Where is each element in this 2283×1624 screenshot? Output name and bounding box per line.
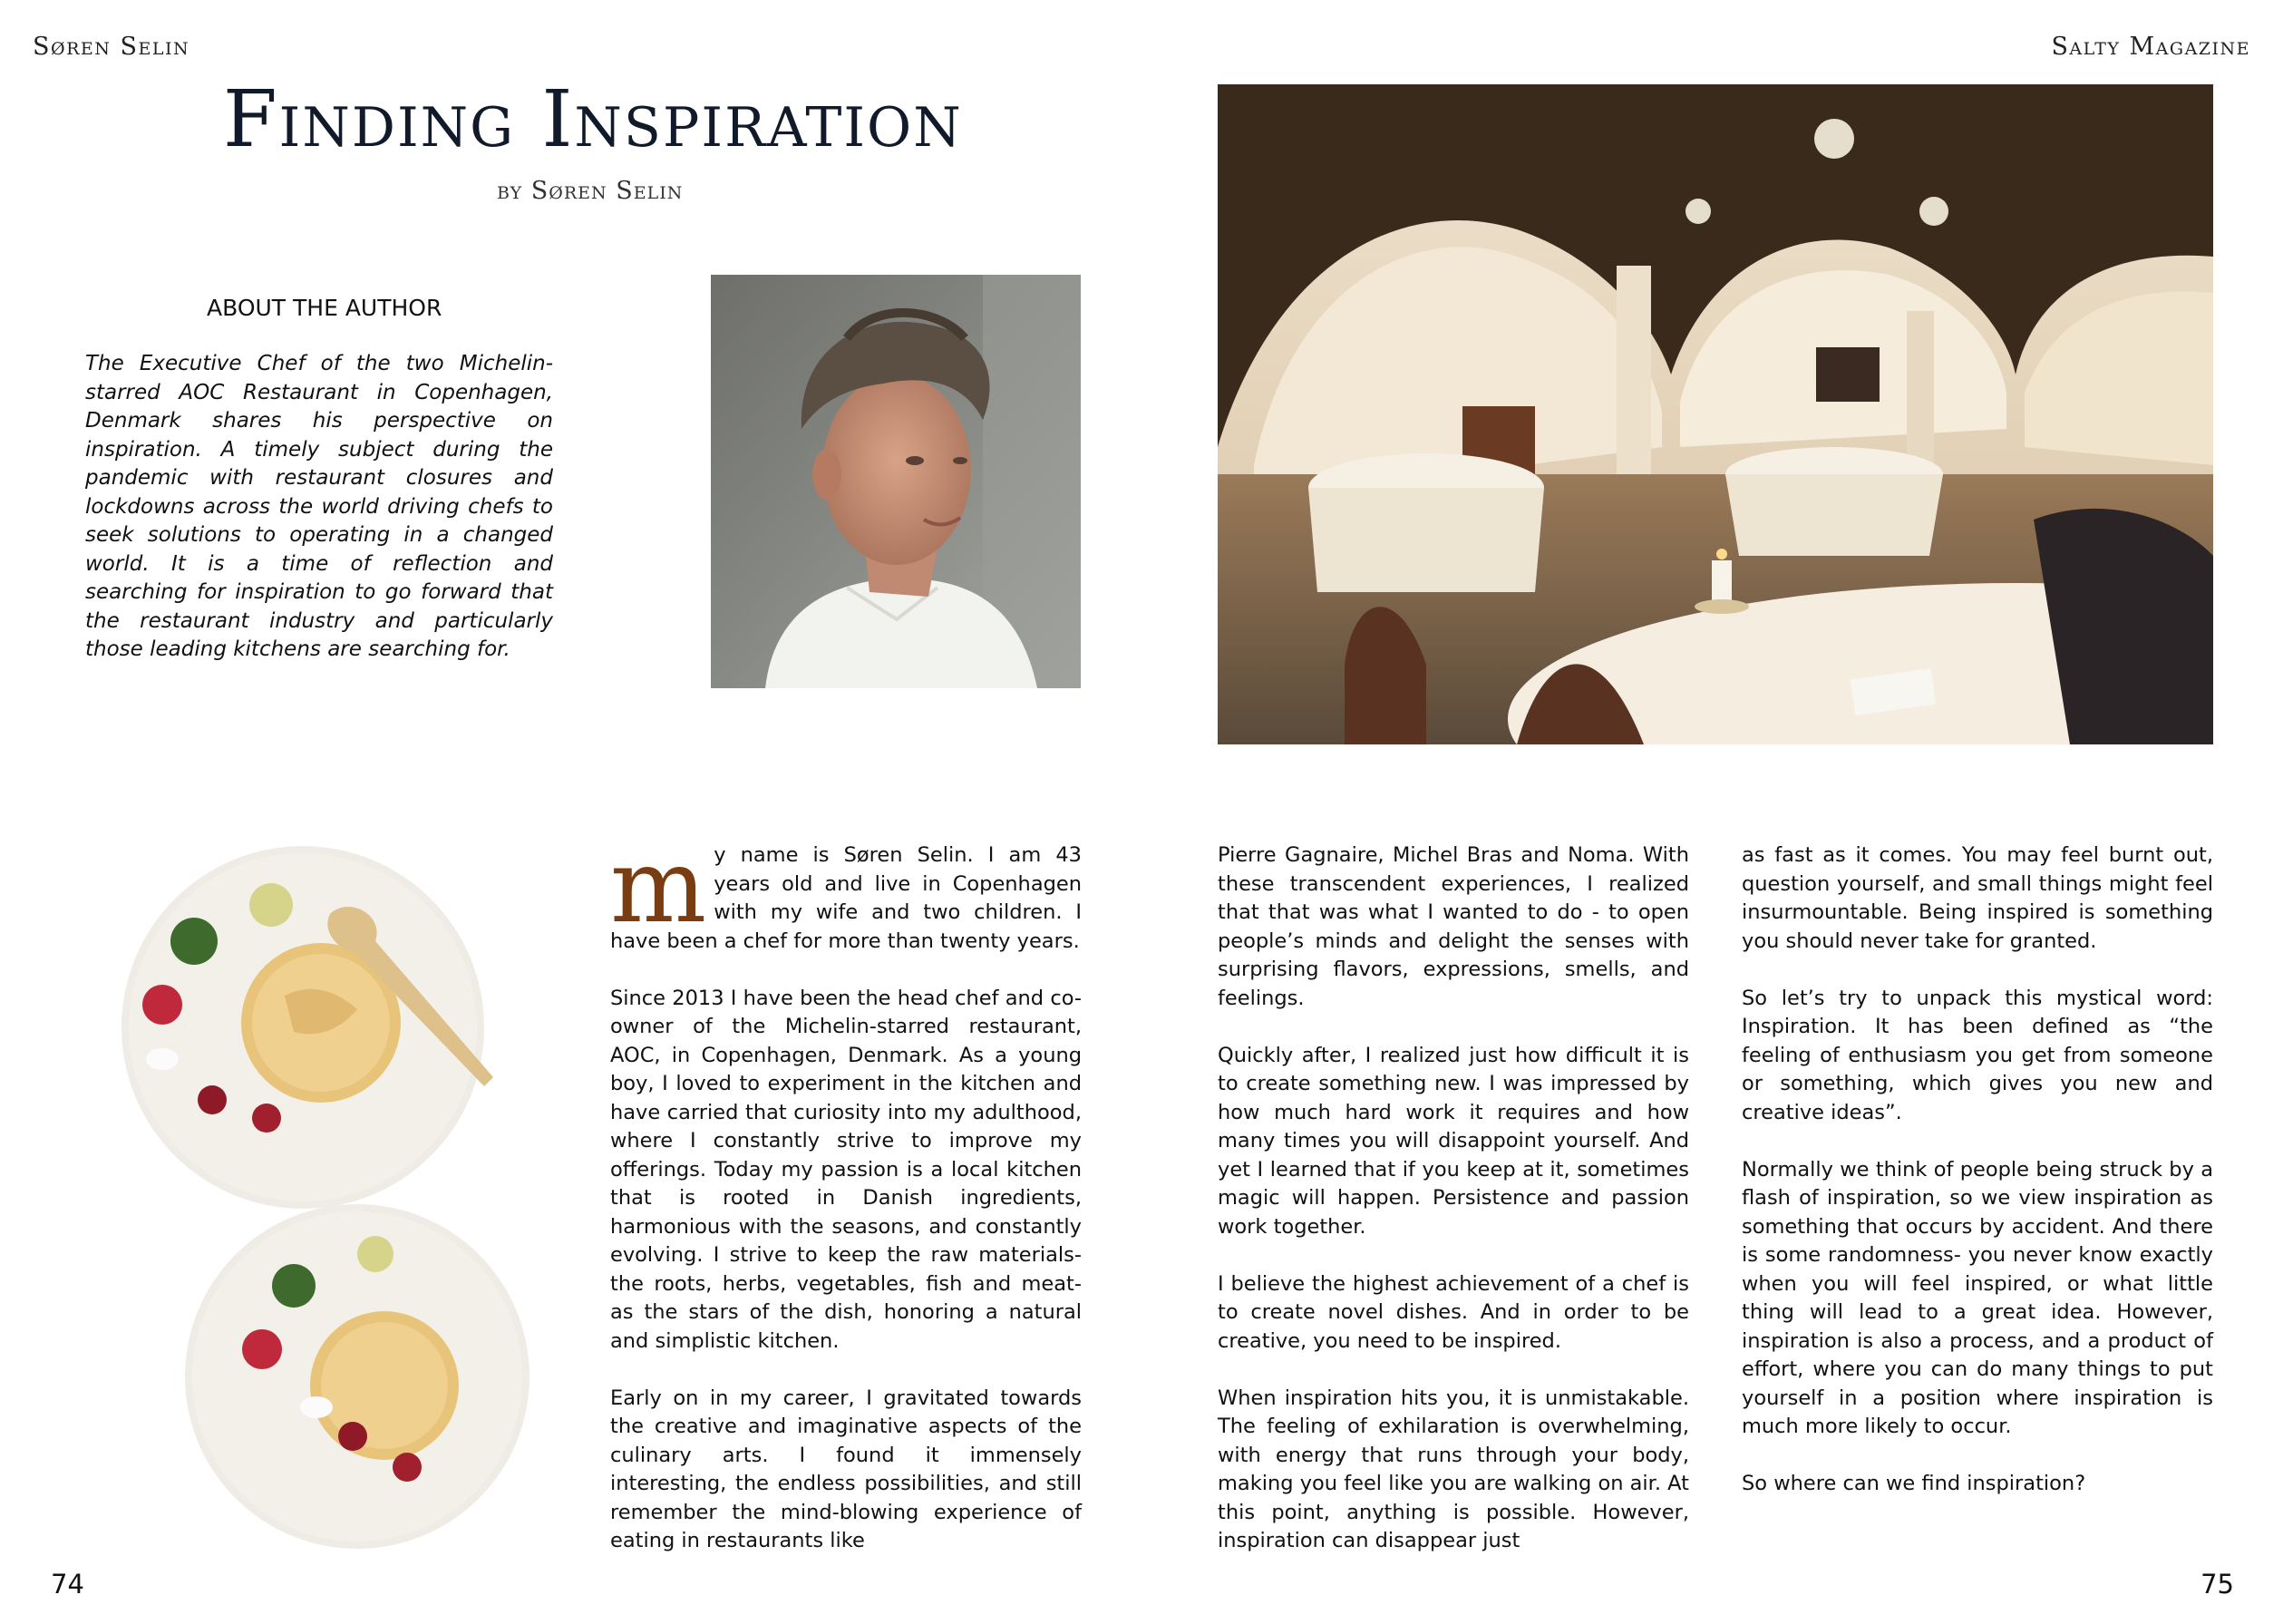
food-plates-photo: [85, 841, 564, 1549]
paragraph: Normally we think of people being struck by a flash of inspiration, so we view inspiration as something that occurs by accident. And there is some randomness- you never know exactly when you will feel inspired, or what little thing will lead to a great idea. However, inspiration is also a process, and a product of effort, where you can do many things to put yourself in a position where inspiration is much more likely to occur.: [1742, 1157, 2213, 1438]
about-text: The Executive Chef of the two Michelin-starred AOC Restaurant in Copenhagen, Denmark shares his perspective on inspiration. A timely subject during the pandemic with restaurant closures and lockdowns across the world driving chefs to seek solutions to operating in a changed world. It is a time of reflection and searching for inspiration to go forward that the restaurant industry and particularly those leading kitchens are searching for.: [85, 352, 553, 661]
body-column-2: [1218, 841, 1689, 1584]
paragraph: Pierre Gagnaire, Michel Bras and Noma. With these transcendent experiences, I realized that that was what I wanted to do - to open people’s minds and delight the senses with surprising flavors, expressions, smells, and feelings.: [1218, 843, 1689, 1010]
page-number-right: 75: [2200, 1569, 2234, 1600]
body-column-1: [610, 828, 1082, 1584]
page-number-left: 74: [51, 1569, 84, 1600]
author-portrait-photo: [711, 275, 1081, 688]
body-column-3: [1742, 841, 2213, 1527]
paragraph: Quickly after, I realized just how difficult it is to create something new. I was impressed by how much hard work it requires and how many times you will disappoint yourself. And yet I learned that if you keep at it, sometimes magic will happen. Persistence and passion work together.: [1218, 1043, 1689, 1239]
paragraph: [610, 828, 1082, 956]
paragraph: Early on in my career, I gravitated towards the creative and imaginative aspects of the culinary arts. I found it immensely interesting, the endless possibilities, and still remember the mind-blowing experience of eating in restaurants like: [610, 1386, 1082, 1552]
running-head-left: Søren Selin: [33, 33, 190, 61]
paragraph: So where can we find inspiration?: [1742, 1472, 2086, 1495]
paragraph: Since 2013 I have been the head chef and co-owner of the Michelin-starred restaurant, AOC, in Copenhagen, Denmark. As a young boy, I loved to experiment in the kitchen and have carried that curiosity into my adulthood, where I constantly strive to improve my offerings. Today my passion is a local kitchen that is rooted in Danish ingredients, harmonious with the seasons, and constantly evolving. I strive to keep the raw materials- the roots, herbs, vegetables, fish and meat- as the stars of the dish, honoring a natural and simplistic kitchen.: [610, 986, 1082, 1353]
paragraph: I believe the highest achievement of a chef is to create novel dishes. And in order to be creative, you need to be inspired.: [1218, 1271, 1689, 1353]
restaurant-interior-photo: [1218, 84, 2213, 744]
about-heading: ABOUT THE AUTHOR: [207, 295, 442, 321]
paragraph-text: y name is Søren Selin. I am 43 years old and live in Copenhagen with my wife and two children. I have been a chef for more than twenty years.: [610, 843, 1082, 953]
paragraph: So let’s try to unpack this mystical word: Inspiration. It has been defined as “the feeling of enthusiasm you get from someone or something, which gives you new and creative ideas”.: [1742, 986, 2213, 1124]
drop-cap: m: [610, 828, 707, 946]
paragraph: When inspiration hits you, it is unmistakable. The feeling of exhilaration is overwhelming, with energy that runs through your body, making you feel like you are walking on air. At this point, anything is possible. However, inspiration can disappear just: [1218, 1386, 1689, 1552]
running-head-right: Salty Magazine: [2051, 33, 2250, 61]
paragraph: as fast as it comes. You may feel burnt out, question yourself, and small things might feel insurmountable. Being inspired is something you should never take for granted.: [1742, 843, 2213, 953]
article-title: Finding Inspiration: [223, 74, 963, 165]
article-byline: by Søren Selin: [497, 177, 684, 205]
